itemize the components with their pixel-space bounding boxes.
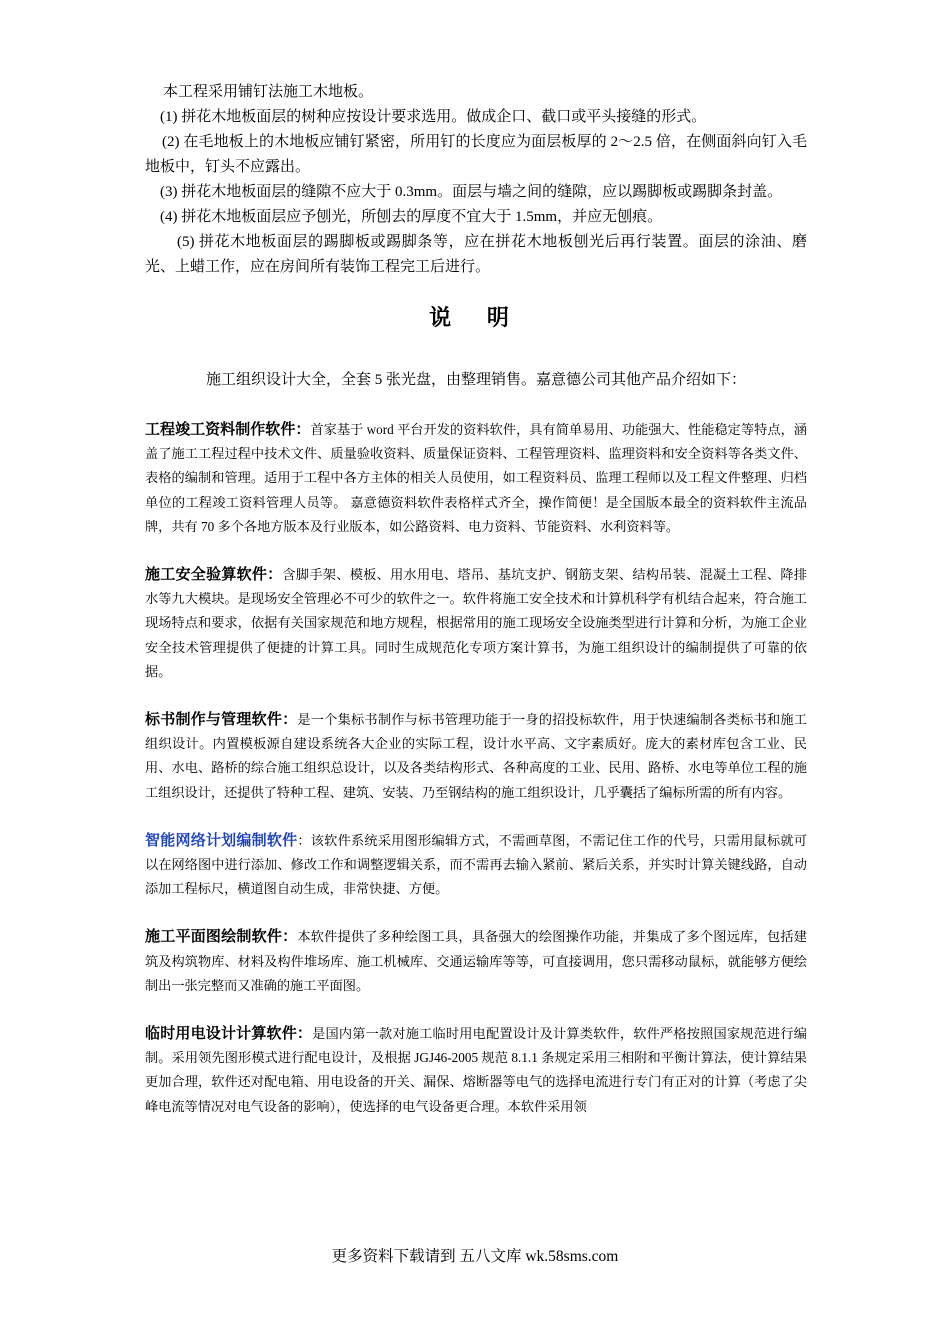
product-section — [145, 828, 807, 902]
intro-block — [145, 80, 807, 280]
page-footer[interactable]: 更多资料下载请到 五八文库 wk.58sms.com — [331, 1248, 619, 1265]
intro-paragraph: (2) 在毛地板上的木地板应铺钉紧密，所用钉的长度应为面层板厚的 2～2.5 倍，在侧面斜向钉入毛地板中，钉头不应露出。 — [145, 134, 807, 175]
product-description: 首家基于 word 平台开发的资料软件，具有简单易用、功能强大、性能稳定等特点，涵盖了施工工程过程中技术文件、质量验收资料、质量保证资料、工程管理资料、监理资料和安全资料等各类文件、表格的编制和管理。适用于工程中各方主体的相关人员使用，如工程资料员、监理工程师以及工程文件整理、归档单位的工程竣工资料管理人员等。 嘉意德资料软件表格样式齐全，操作简便！是全国版本最全的资料软件主流品牌，共有 70 多个各地方版本及行业版本，如公路资料、电力资料、节能资料、水利资料等。 — [145, 422, 807, 534]
product-section — [145, 1021, 807, 1119]
product-section — [145, 707, 807, 805]
product-heading-link[interactable]: 智能网络计划编制软件 — [145, 830, 298, 849]
intro-paragraph: (4) 拼花木地板面层应予刨光，所刨去的厚度不宜大于 1.5mm，并应无刨痕。 — [160, 209, 663, 225]
intro-paragraph: (1) 拼花木地板面层的树种应按设计要求选用。做成企口、截口或平头接缝的形式。 — [160, 109, 707, 125]
product-section — [145, 417, 807, 539]
product-section — [145, 924, 807, 998]
lead-paragraph: 施工组织设计大全，全套 5 张光盘，由整理销售。嘉意德公司其他产品介绍如下： — [205, 372, 746, 388]
page-content — [145, 80, 807, 1119]
product-heading: 施工平面图绘制软件： — [145, 927, 298, 946]
intro-paragraph: (3) 拼花木地板面层的缝隙不应大于 0.3mm。面层与墙之间的缝隙，应以踢脚板或踢脚条封盖。 — [160, 184, 783, 200]
product-heading: 临时用电设计计算软件： — [145, 1024, 313, 1043]
product-heading: 标书制作与管理软件： — [145, 710, 298, 729]
product-heading: 工程竣工资料制作软件： — [145, 420, 311, 438]
product-heading: 施工安全验算软件： — [145, 565, 283, 584]
product-description: 是一个集标书制作与标书管理功能于一身的招投标软件，用于快速编制各类标书和施工组织设计。内置模板源自建设系统各大企业的实际工程，设计水平高、文字素质好。庞大的素材库包含工业、民用、水电、路桥的综合施工组织总设计，以及各类结构形式、各种高度的工业、民用、路桥、水电等单位工程的施工组织设计，还提供了特种工程、建筑、安装、乃至钢结构的施工组织设计，几乎囊括了编标所需的所有内容。 — [145, 712, 807, 800]
product-section — [145, 562, 807, 684]
product-description: 是国内第一款对施工临时用电配置设计及计算类软件，软件严格按照国家规范进行编制。采用领先图形模式进行配电设计，及根据 JGJ46-2005 规范 8.1.1 条规定采用三相附和平衡计算法，使计算结果更加合理，软件还对配电箱、用电设备的开关、漏保、熔断器等电气的选择电流进行专门有正对的计算（考虑了尖峰电流等情况对电气设备的影响），使选择的电气设备更合理。本软件采用领 — [145, 1026, 807, 1114]
product-description: 含脚手架、模板、用水用电、塔吊、基坑支护、钢筋支架、结构吊装、混凝土工程、降排水等九大模块。是现场安全管理必不可少的软件之一。软件将施工安全技术和计算机科学有机结合起来，符合施工现场特点和要求，依据有关国家规范和地方规程，根据常用的施工现场安全设施类型进行计算和分析，为施工企业安全技术管理提供了便捷的计算工具。同时生成规范化专项方案计算书，为施工组织设计的编制提供了可靠的依据。 — [145, 567, 807, 679]
section-title: 说 明 — [429, 306, 523, 331]
product-description: ：该软件系统采用图形编辑方式，不需画草图，不需记住工作的代号，只需用鼠标就可以在网络图中进行添加、修改工作和调整逻辑关系，而不需再去输入紧前、紧后关系，并实时计算关键线路，自动添加工程标尺，横道图自动生成，非常快捷、方便。 — [145, 832, 807, 897]
product-description: 本软件提供了多种绘图工具，具备强大的绘图操作功能，并集成了多个图远库，包括建筑及构筑物库、材料及构件堆场库、施工机械库、交通运输库等等，可直接调用，您只需移动鼠标，就能够方便绘制出一张完整而又准确的施工平面图。 — [145, 929, 807, 993]
intro-paragraph: (5) 拼花木地板面层的踢脚板或踢脚条等，应在拼花木地板刨光后再行装置。面层的涂油、磨光、上蜡工作，应在房间所有装饰工程完工后进行。 — [145, 234, 807, 275]
intro-paragraph: 本工程采用铺钉法施工木地板。 — [163, 84, 374, 100]
